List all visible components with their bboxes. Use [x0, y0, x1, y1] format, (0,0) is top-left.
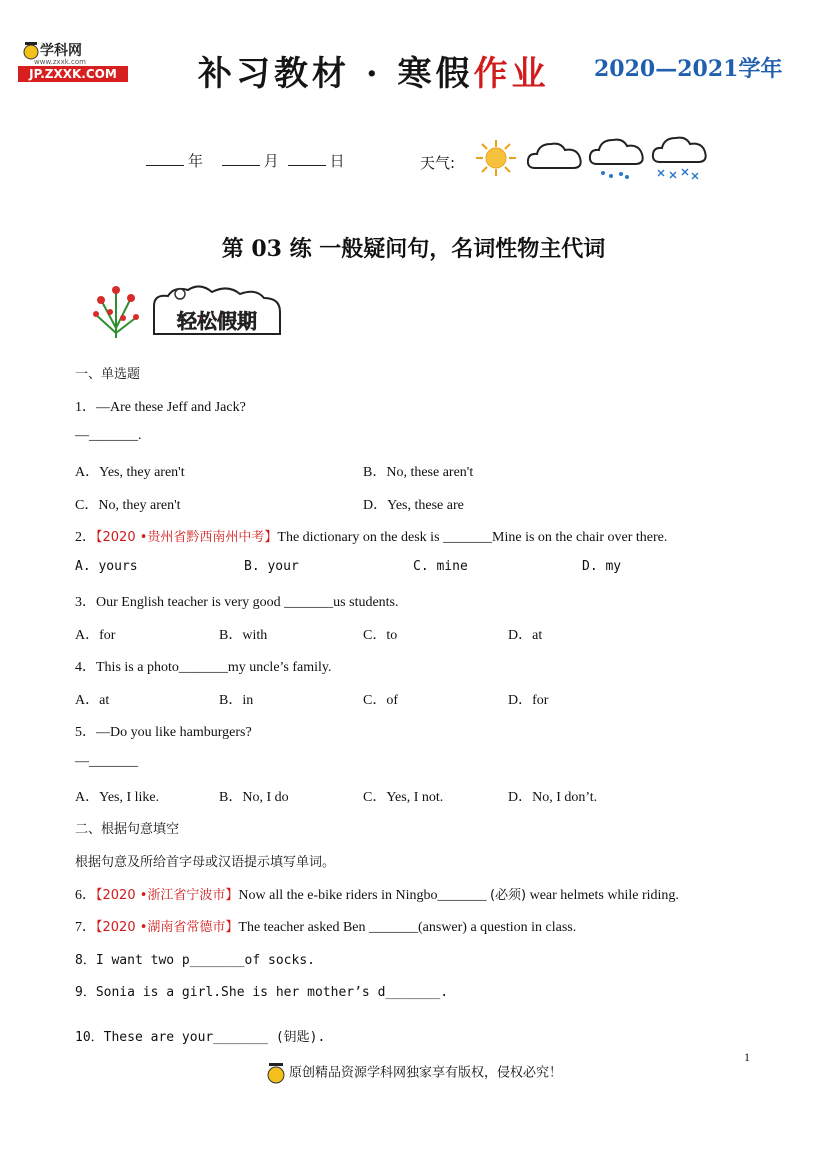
- q4-option-a[interactable]: A．at: [75, 693, 110, 708]
- q4-option-d[interactable]: D．for: [508, 693, 549, 708]
- section2-title: 二、根据句意填空: [75, 822, 180, 837]
- q6-stem: [75, 884, 679, 904]
- copyright-footer: [0, 1060, 827, 1086]
- q7-number: 7．: [75, 920, 96, 935]
- mascot-icon: [265, 1060, 287, 1086]
- section2-instruction: 根据句意及所给首字母或汉语提示填写单词。: [75, 855, 336, 870]
- q5-stem: 5．—Do you like hamburgers?: [75, 725, 252, 740]
- q7-source: 【2020 •湖南省常德市】: [96, 920, 239, 935]
- rain-icon: [587, 136, 647, 182]
- banner-cloud: [148, 282, 284, 338]
- q9-stem: 9．Sonia is a girl.She is her mother’s d_______.: [75, 985, 449, 1000]
- copyright-text: 原创精品资源学科网独家享有版权，侵权必究！: [288, 1065, 562, 1081]
- logo-url: www.zxxk.com: [34, 58, 86, 66]
- q2-text: The dictionary on the desk is _______Mine is on the chair over there.: [277, 530, 668, 545]
- q2-source: 【2020 •贵州省黔西南州中考】: [96, 530, 278, 545]
- month-blank: [222, 165, 260, 166]
- q1-option-c[interactable]: C．No, they aren't: [75, 498, 181, 513]
- chapter-title: 第 03 练 一般疑问句，名词性物主代词: [221, 236, 606, 262]
- year-label: 年: [188, 152, 204, 170]
- header-title-part1: 补习教材 · 寒假: [198, 54, 474, 94]
- school-year: 2020—2021学年: [594, 56, 783, 82]
- q5-option-a[interactable]: A．Yes, I like.: [75, 790, 160, 805]
- q7-text: The teacher asked Ben _______(answer) a question in class.: [238, 920, 577, 935]
- q2-number: 2．: [75, 530, 96, 545]
- cloudy-icon: [525, 136, 585, 174]
- q3-stem: 3．Our English teacher is very good _______us students.: [75, 595, 399, 610]
- weather-label: 天气:: [420, 154, 456, 172]
- q6-number: 6．: [75, 888, 96, 903]
- date-row: [142, 150, 345, 171]
- q2-option-a[interactable]: A. yours: [75, 559, 138, 574]
- banner-text: 轻松假期: [177, 309, 257, 333]
- site-logo: [18, 40, 128, 84]
- q2-option-b[interactable]: B. your: [244, 559, 299, 574]
- q1-stem: 1．—Are these Jeff and Jack?: [75, 400, 246, 415]
- q4-option-b[interactable]: B．in: [219, 693, 254, 708]
- q1-answer-line: —_______.: [75, 428, 142, 443]
- q1-option-d[interactable]: D．Yes, these are: [363, 498, 464, 513]
- q2-stem: [75, 526, 667, 546]
- q1-option-a[interactable]: A．Yes, they aren't: [75, 465, 185, 480]
- q3-option-c[interactable]: C．to: [363, 628, 398, 643]
- q2-option-d[interactable]: D. my: [582, 559, 622, 574]
- snow-icon: [650, 134, 710, 184]
- logo-title: 学科网: [40, 43, 82, 59]
- section1-title: 一、单选题: [75, 367, 141, 382]
- sun-icon: [472, 138, 520, 178]
- q6-source: 【2020 •浙江省宁波市】: [96, 888, 239, 903]
- page-header-title: [198, 46, 550, 95]
- q10-stem: 10．These are your_______ (钥匙).: [75, 1030, 326, 1045]
- q4-option-c[interactable]: C．of: [363, 693, 398, 708]
- q2-option-c[interactable]: C. mine: [413, 559, 468, 574]
- header-title-part2: 作业: [473, 54, 550, 94]
- q6-text-b: wear helmets while riding.: [526, 888, 679, 903]
- q5-option-c[interactable]: C．Yes, I not.: [363, 790, 444, 805]
- q8-stem: 8．I want two p_______of socks.: [75, 953, 315, 968]
- q5-answer-line: —_______: [75, 754, 138, 769]
- q1-option-b[interactable]: B．No, these aren't: [363, 465, 474, 480]
- q6-text-a: Now all the e-bike riders in Ningbo_______: [238, 888, 490, 903]
- month-label: 月: [263, 152, 279, 170]
- q4-stem: 4．This is a photo_______my uncle’s family.: [75, 660, 332, 675]
- flower-plant-icon: [86, 268, 146, 340]
- q3-option-b[interactable]: B．with: [219, 628, 268, 643]
- logo-banner: JP.ZXXK.COM: [18, 66, 128, 82]
- year-blank: [146, 165, 184, 166]
- day-label: 日: [329, 152, 345, 170]
- q5-option-d[interactable]: D．No, I don’t.: [508, 790, 598, 805]
- day-blank: [288, 165, 326, 166]
- page-number: 1: [744, 1050, 750, 1064]
- q6-hint: (必须): [489, 888, 527, 903]
- q5-option-b[interactable]: B．No, I do: [219, 790, 289, 805]
- q3-option-d[interactable]: D．at: [508, 628, 543, 643]
- q7-stem: [75, 916, 576, 936]
- q3-option-a[interactable]: A．for: [75, 628, 116, 643]
